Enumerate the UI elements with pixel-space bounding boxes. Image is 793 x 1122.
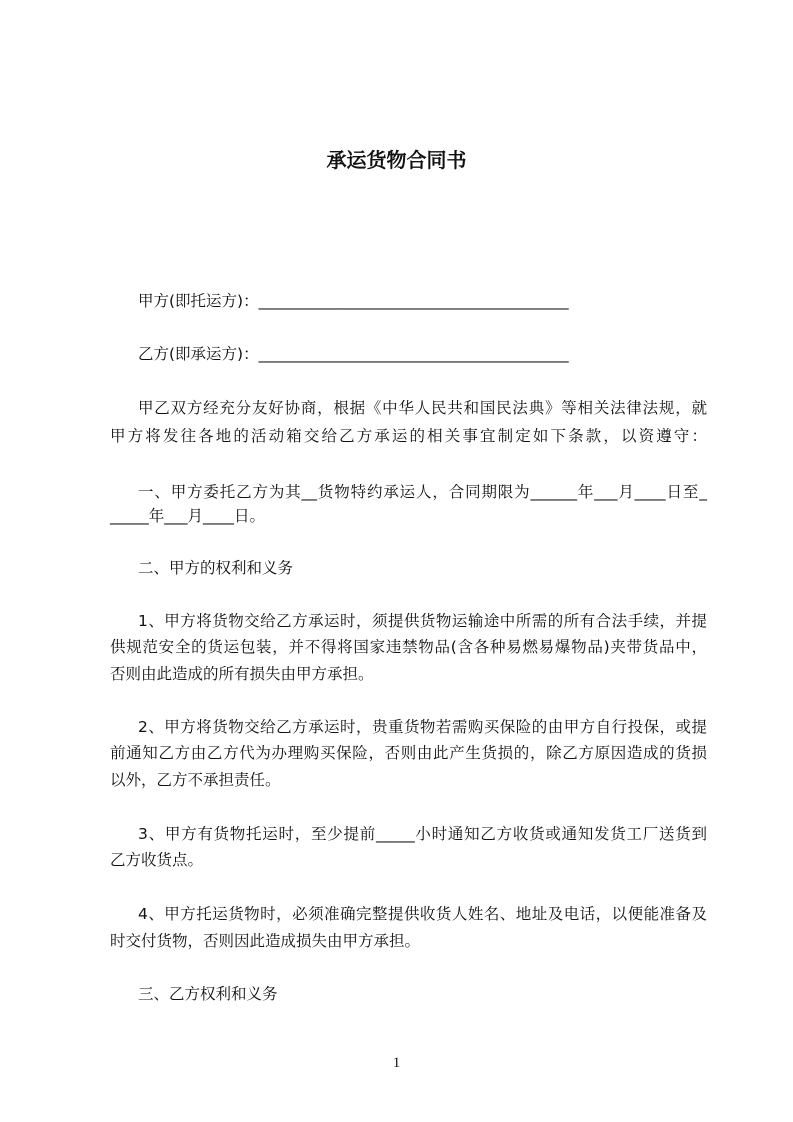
item-3-line: 乙方收货点。 — [110, 851, 204, 869]
item-3-line: 3、甲方有货物托运时，至少提前_____小时通知乙方收货或通知发货工厂送货到 — [138, 825, 707, 843]
item-1-line: 供规范安全的货运包装，并不得将国家违禁物品(含各种易燃易爆物品)夹带货品中， — [110, 638, 707, 656]
intro-line: 甲乙双方经充分友好协商，根据《中华人民共和国民法典》等相关法律法规，就 — [138, 399, 707, 417]
item-2-line: 2、甲方将货物交给乙方承运时，贵重货物若需购买保险的由甲方自行投保，或提 — [138, 718, 707, 736]
section-3-heading: 三、乙方权利和义务 — [138, 985, 278, 1003]
section-2-heading: 二、甲方的权利和义务 — [138, 559, 294, 577]
item-1-line: 否则由此造成的所有损失由甲方承担。 — [110, 665, 374, 683]
clause-1-line: 一、甲方委托乙方为其__货物特约承运人，合同期限为______年___月____日至_ — [138, 483, 707, 501]
clause-1-line: _____年___月____日。 — [110, 507, 266, 525]
item-1-line: 1、甲方将货物交给乙方承运时，须提供货物运输途中所需的所有合法手续，并提 — [138, 612, 707, 630]
page-number: 1 — [392, 1055, 401, 1071]
party-b-field: 乙方(即承运方)：________________________________________ — [138, 345, 569, 363]
party-a-field: 甲方(即托运方)：________________________________________ — [138, 292, 569, 310]
item-4-line: 时交付货物，否则因此造成损失由甲方承担。 — [110, 932, 421, 950]
intro-line: 甲方将发往各地的活动箱交给乙方承运的相关事宜制定如下条款，以资遵守： — [110, 427, 707, 445]
item-2-line: 以外，乙方不承担责任。 — [110, 771, 281, 789]
item-4-line: 4、甲方托运货物时，必须准确完整提供收货人姓名、地址及电话，以便能准备及 — [138, 905, 707, 923]
item-2-line: 前通知乙方由乙方代为办理购买保险，否则由此产生货损的，除乙方原因造成的货损 — [110, 744, 707, 762]
document-title: 承运货物合同书 — [326, 148, 467, 172]
